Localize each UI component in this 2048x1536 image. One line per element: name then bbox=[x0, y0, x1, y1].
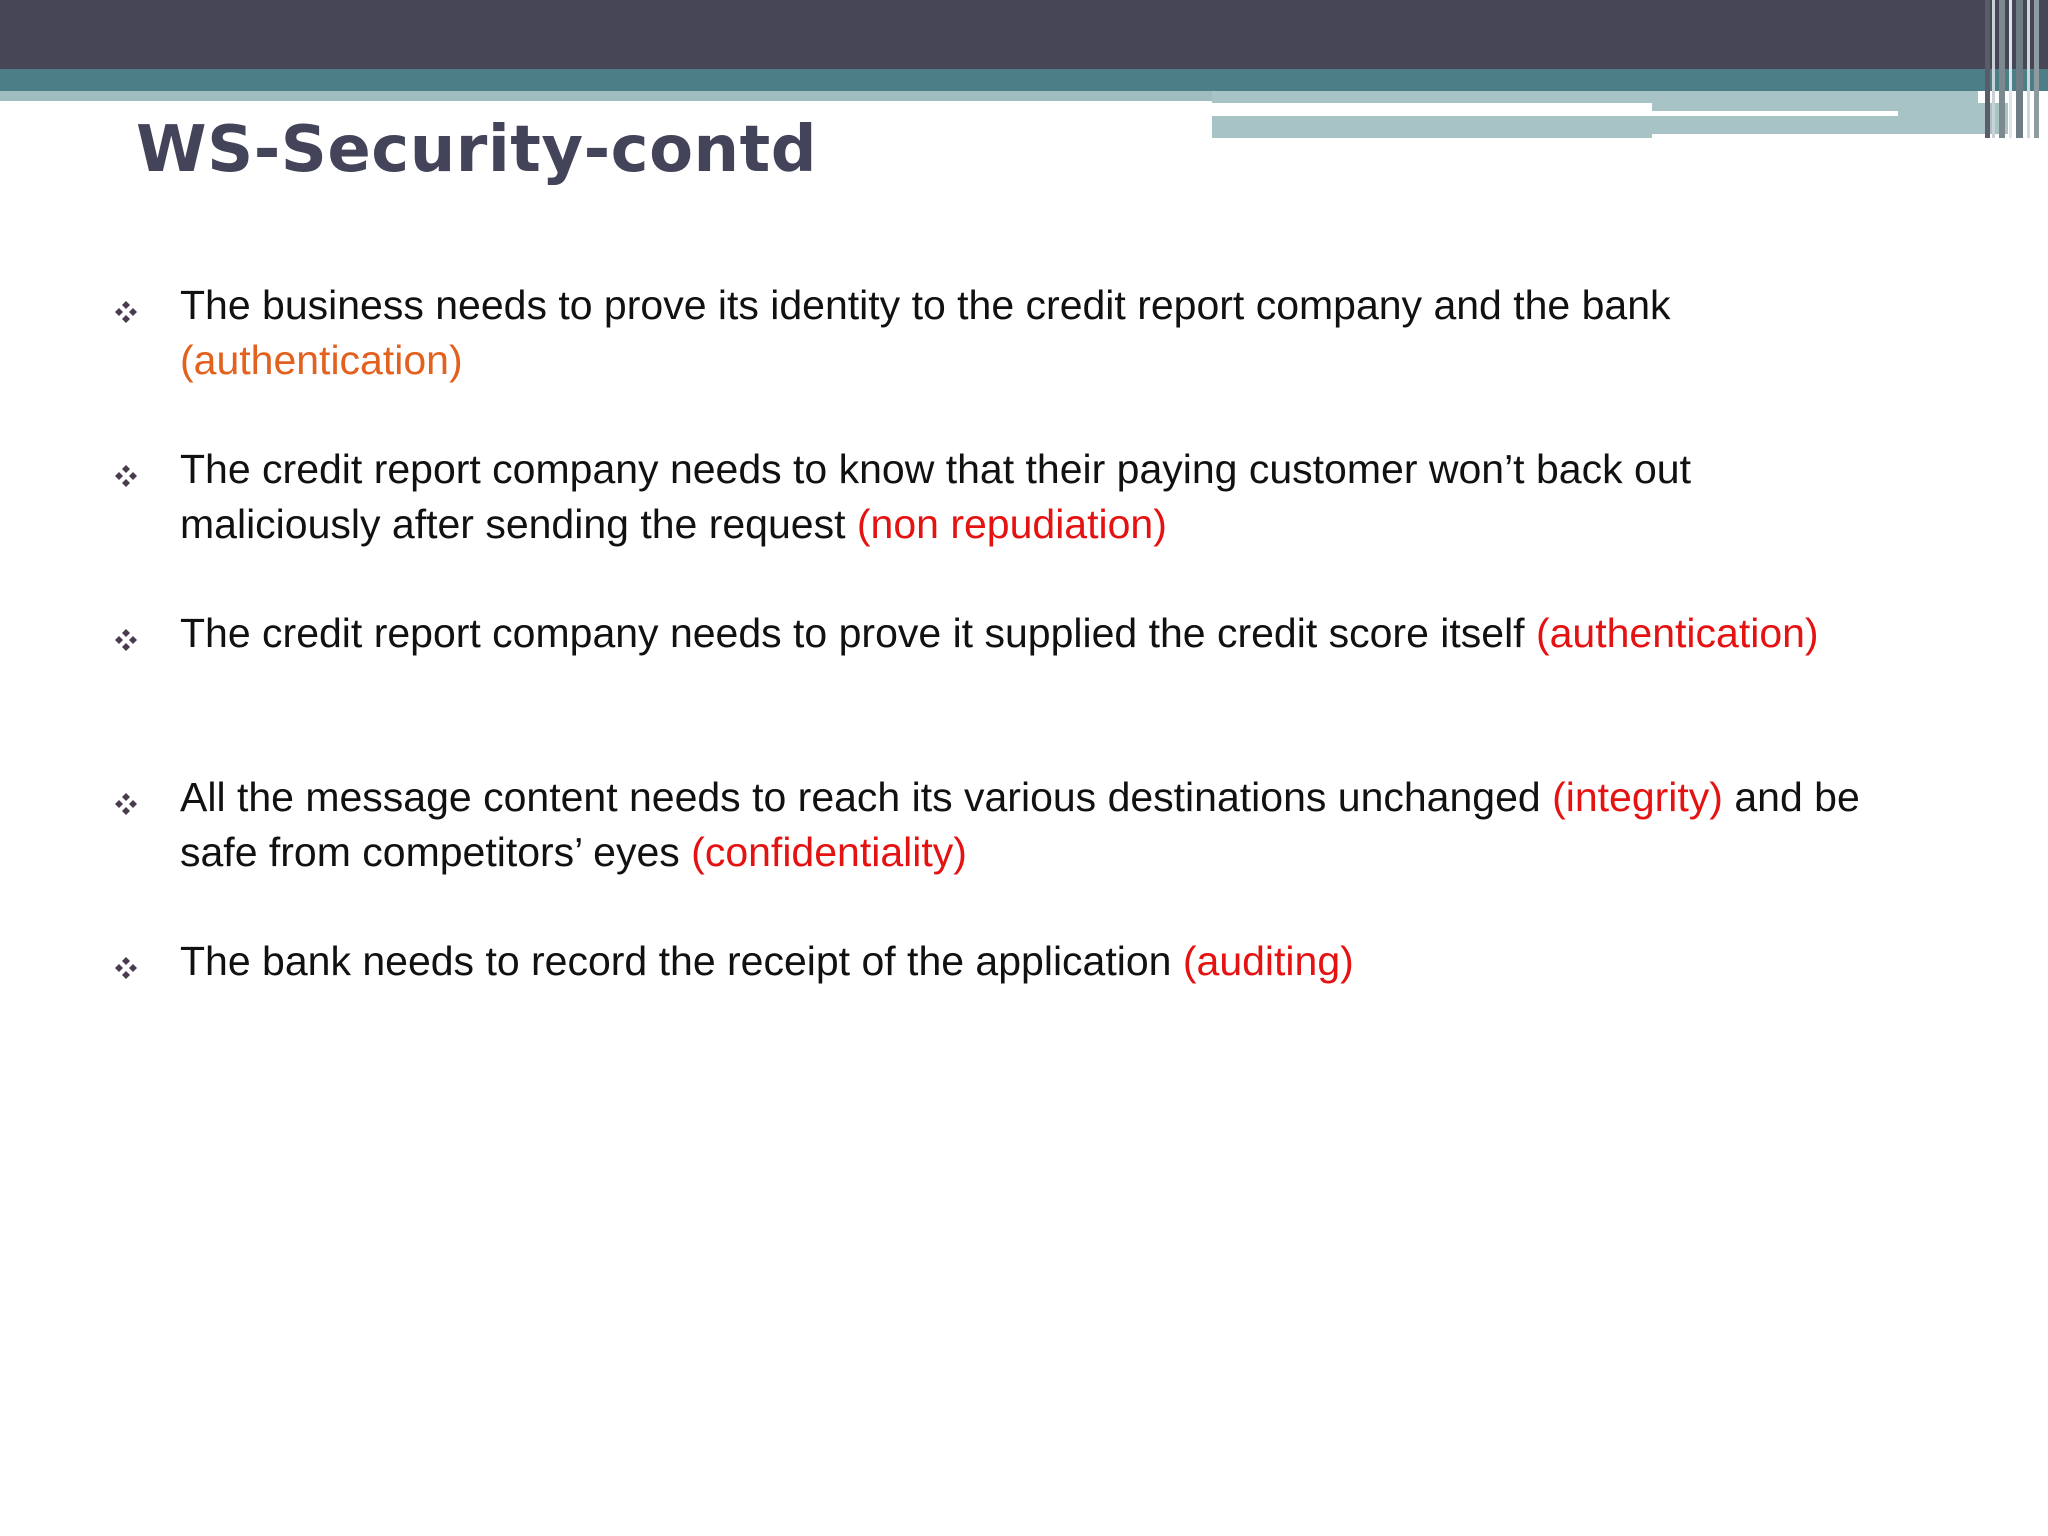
header-band-teal bbox=[0, 69, 2048, 91]
header-stripe-light-right bbox=[1212, 91, 1978, 103]
bullet-text-body: The bank needs to record the receipt of the application bbox=[180, 938, 1183, 984]
bullet-text-body-continued: and be safe from competitors’ eyes bbox=[180, 774, 1860, 875]
four-diamond-bullet-icon bbox=[112, 298, 140, 326]
four-diamond-bullet-icon bbox=[112, 954, 140, 982]
header-stripe-light-corner bbox=[1652, 103, 2008, 134]
bullet-tag: (integrity) bbox=[1552, 774, 1723, 820]
header-stripe-white bbox=[1212, 111, 1898, 116]
bullet-text bbox=[180, 278, 1900, 388]
header-stripe-light-left bbox=[0, 91, 1212, 101]
bullet-tag: (auditing) bbox=[1182, 938, 1354, 984]
bullet-text bbox=[180, 770, 1900, 880]
header-band-dark bbox=[0, 0, 2048, 69]
header-edge-stripes bbox=[1985, 0, 2048, 138]
four-diamond-bullet-icon bbox=[112, 462, 140, 490]
bullet-tag: (authentication) bbox=[1535, 610, 1819, 656]
bullet-tag: (authentication) bbox=[180, 337, 463, 383]
bullet-text-body: The business needs to prove its identity to the credit report company and the bank bbox=[180, 282, 1671, 328]
bullet-text bbox=[180, 606, 1900, 661]
bullet-tag-secondary: (confidentiality) bbox=[691, 829, 967, 875]
slide-title: WS-Security-contd bbox=[136, 113, 817, 187]
header-stripe-light-lower bbox=[1212, 116, 1652, 138]
bullet-text bbox=[180, 934, 1900, 989]
bullet-text-body: The credit report company needs to know that their paying customer won’t back out maliciously after sending the request bbox=[180, 446, 1691, 547]
bullet-tag: (non repudiation) bbox=[856, 501, 1167, 547]
bullet-text-body: The credit report company needs to prove it supplied the credit score itself bbox=[180, 610, 1536, 656]
bullet-text bbox=[180, 442, 1900, 552]
four-diamond-bullet-icon bbox=[112, 790, 140, 818]
four-diamond-bullet-icon bbox=[112, 626, 140, 654]
bullet-text-body: All the message content needs to reach its various destinations unchanged bbox=[180, 774, 1553, 820]
